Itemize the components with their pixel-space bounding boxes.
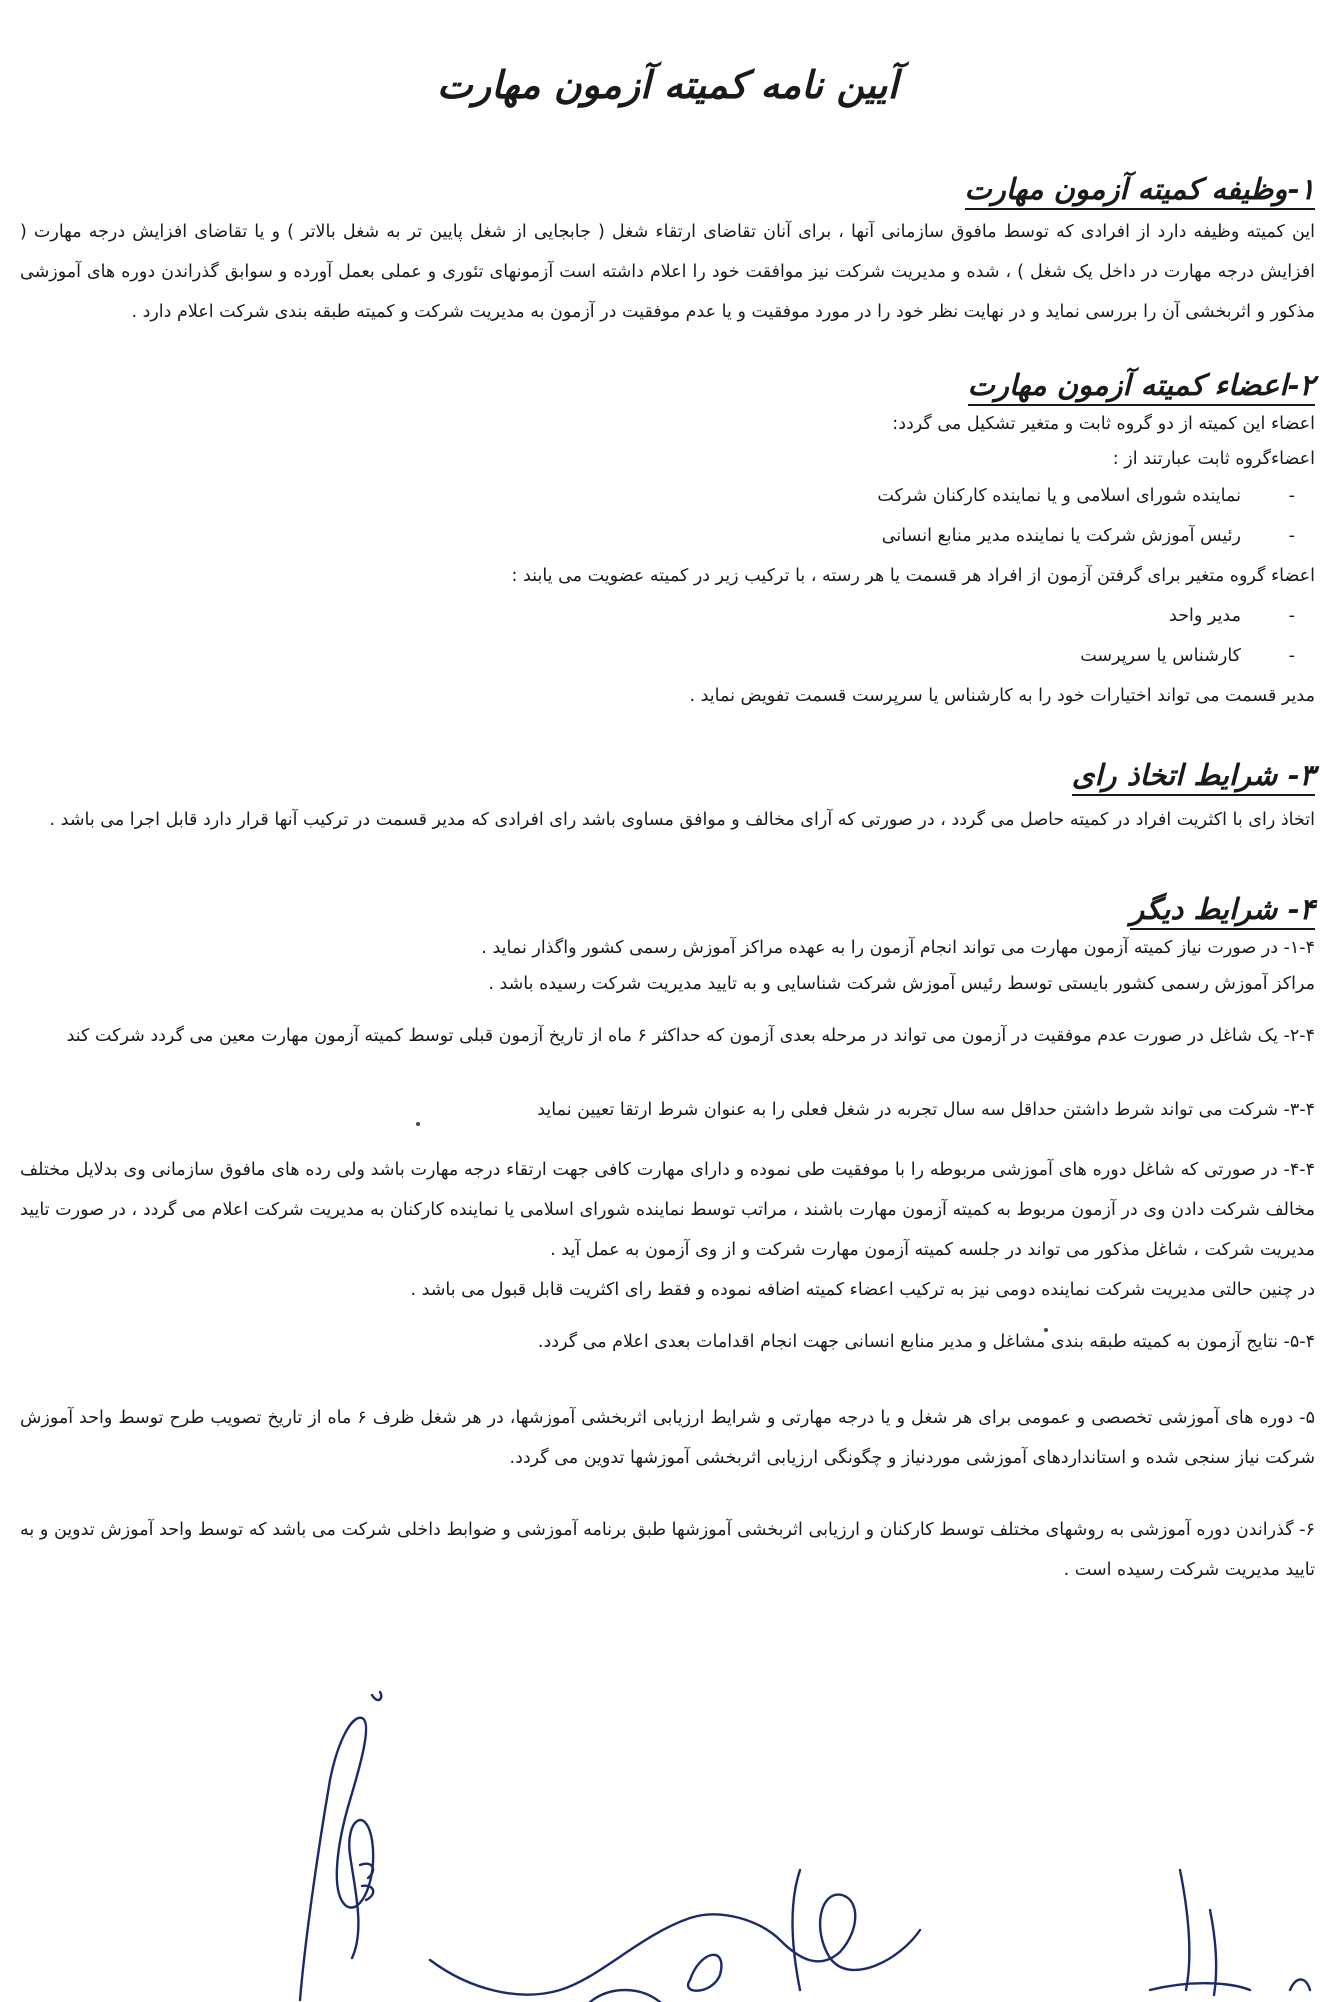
delegation-note: مدیر قسمت می تواند اختیارات خود را به کارشناس یا سرپرست قسمت تفویض نماید . (689, 686, 1315, 706)
clause-4-1: ۱-۴- در صورت نیاز کمیته آزمون مهارت می تواند انجام آزمون را به عهده مراکز آموزش رسمی کشور واگذار نماید . (481, 938, 1315, 958)
list-item (20, 516, 1295, 556)
fixed-members-list (20, 476, 1315, 556)
signature-3 (1150, 1870, 1250, 1995)
clause-4-4-note: در چنین حالتی مدیریت شرکت نماینده دومی نیز به ترکیب اعضاء کمیته اضافه نموده و فقط رای اکثریت قابل قبول می باشد . (410, 1280, 1315, 1300)
bullet-dash: - (1288, 486, 1295, 506)
section-heading: ۲-اعضاء کمیته آزمون مهارت (968, 368, 1315, 406)
section-heading: ۳- شرایط اتخاذ رای (1072, 758, 1315, 796)
bullet-dash: - (1288, 646, 1295, 666)
variable-members-list (20, 596, 1315, 676)
section-heading: ۴- شرایط دیگر (1130, 892, 1315, 930)
clause-4-2: ۲-۴- یک شاغل در صورت عدم موفقیت در آزمون می تواند در مرحله بعدی آزمون که حداکثر ۶ ماه از تاریخ آزمون قبلی توسط کمیته آزمون مهارت معین می گردد شرکت کند (66, 1026, 1315, 1046)
signature-2-loop (688, 1955, 721, 1991)
clause-4-4: ۴-۴- در صورتی که شاغل دوره های آموزشی مربوطه را با موفقیت طی نموده و دارای مهارت کافی جهت ارتقاء درجه مهارت باشد ولی رده های مافوق سازمانی وی بدلایل مختلف مخالف شرکت دادن وی در آزمون مربوط به کمیته آزمون مهارت باشند ، مراتب توسط نماینده شورای اسلامی یا نماینده کارکنان به مدیریت شرکت اعلام می گردد ، در صورت تایید مدیریت شرکت ، شاغل مذکور می تواند در جلسه کمیته آزمون مهارت شرکت و از وی آزمون به عمل آید . (20, 1160, 1315, 1260)
document-title: آیین نامه کمیته آزمون مهارت (436, 62, 899, 107)
fixed-member: نماینده شورای اسلامی و یا نماینده کارکنان شرکت (877, 486, 1241, 506)
signature-2-stroke (590, 1990, 660, 2002)
section-body: اتخاذ رای با اکثریت افراد در کمیته حاصل می گردد ، در صورتی که آرای مخالف و موافق مساوی باشد رای افرادی که مدیر قسمت در ترکیب آنها قرار دارد قابل اجرا می باشد . (49, 810, 1315, 830)
clause-4-1-note: مراکز آموزش رسمی کشور بایستی توسط رئیس آموزش شرکت شناسایی و به تایید مدیریت شرکت رسیده باشد . (488, 974, 1315, 994)
variable-member: مدیر واحد (1169, 606, 1241, 626)
bullet-dash: - (1288, 606, 1295, 626)
signature-2-tail (793, 1870, 801, 1990)
section-training-courses (20, 1398, 1315, 1478)
section-body: ۵- دوره های آموزشی تخصصی و عمومی برای هر شغل و یا درجه مهارتی و شرایط ارزیابی اثربخشی آموزشها، در هر شغل ظرف ۶ ماه از تاریخ تصویب طرح توسط واحد آموزش شرکت نیاز سنجی شده و استانداردهای آموزشی موردنیاز و چگونگی ارزیابی اثربخشی آموزشها تدوین می گردد. (20, 1408, 1315, 1468)
ink-dot (416, 1122, 420, 1126)
signature-2 (430, 1895, 920, 1995)
fixed-members-label: اعضاءگروه ثابت عبارتند از : (1112, 449, 1315, 469)
signature-3-mark (1290, 1980, 1310, 1991)
variable-members-label: اعضاء گروه متغیر برای گرفتن آزمون از افراد هر قسمت یا هر رسته ، با ترکیب زیر در کمیته عضویت می یابند : (511, 566, 1315, 586)
variable-member: کارشناس یا سرپرست (1080, 646, 1241, 666)
members-intro: اعضاء این کمیته از دو گروه ثابت و متغیر تشکیل می گردد: (892, 414, 1315, 434)
section-body: ۶- گذراندن دوره آموزشی به روشهای مختلف توسط کارکنان و ارزیابی اثربخشی آموزشها طبق برنامه آموزشی و ضوابط داخلی شرکت می باشد که توسط واحد آموزش تدوین و به تایید مدیریت شرکت رسیده است . (20, 1520, 1315, 1580)
list-item (20, 636, 1295, 676)
section-members (20, 368, 1315, 716)
section-training-delivery (20, 1510, 1315, 1590)
list-item (20, 596, 1295, 636)
section-heading: ۱-وظیفه کمیته آزمون مهارت (965, 172, 1316, 210)
signature-area (0, 1690, 1335, 2002)
section-body: این کمیته وظیفه دارد از افرادی که توسط مافوق سازمانی آنها ، برای آنان تقاضای ارتقاء شغل ( جابجایی از شغل پایین تر به شغل بالاتر ) و یا تقاضای افزایش درجه مهارت ( افزایش درجه مهارت در داخل یک شغل ) ، شده و مدیریت شرکت نیز موافقت خود را اعلام داشته است آزمونهای تئوری و عملی بعمل آورده و سوابق گذراندن دوره های آموزشی مذکور و اثربخشی آن را بررسی نماید و در نهایت نظر خود را در مورد موفقیت و یا عدم موفقیت در آزمون به مدیریت شرکت و کمیته طبقه بندی شرکت اعلام دارد . (20, 222, 1315, 322)
clause-4-3: ۳-۴- شرکت می تواند شرط داشتن حداقل سه سال تجربه در شغل فعلی را به عنوان شرط ارتقا تعیین نماید (537, 1100, 1315, 1120)
section-voting (20, 758, 1315, 840)
clause-4-5: ۵-۴- نتایج آزمون به کمیته طبقه بندی مشاغل و مدیر منابع انسانی جهت انجام اقدامات بعدی اعلام می گردد. (537, 1332, 1315, 1352)
ink-dot (1044, 1328, 1048, 1332)
signature-1 (300, 1718, 373, 2000)
signature-1-mark (372, 1692, 381, 1700)
section-duties (20, 172, 1315, 332)
list-item (20, 476, 1295, 516)
section-other-conditions (20, 892, 1315, 1362)
fixed-member: رئیس آموزش شرکت یا نماینده مدیر منابع انسانی (881, 526, 1241, 546)
bullet-dash: - (1288, 526, 1295, 546)
